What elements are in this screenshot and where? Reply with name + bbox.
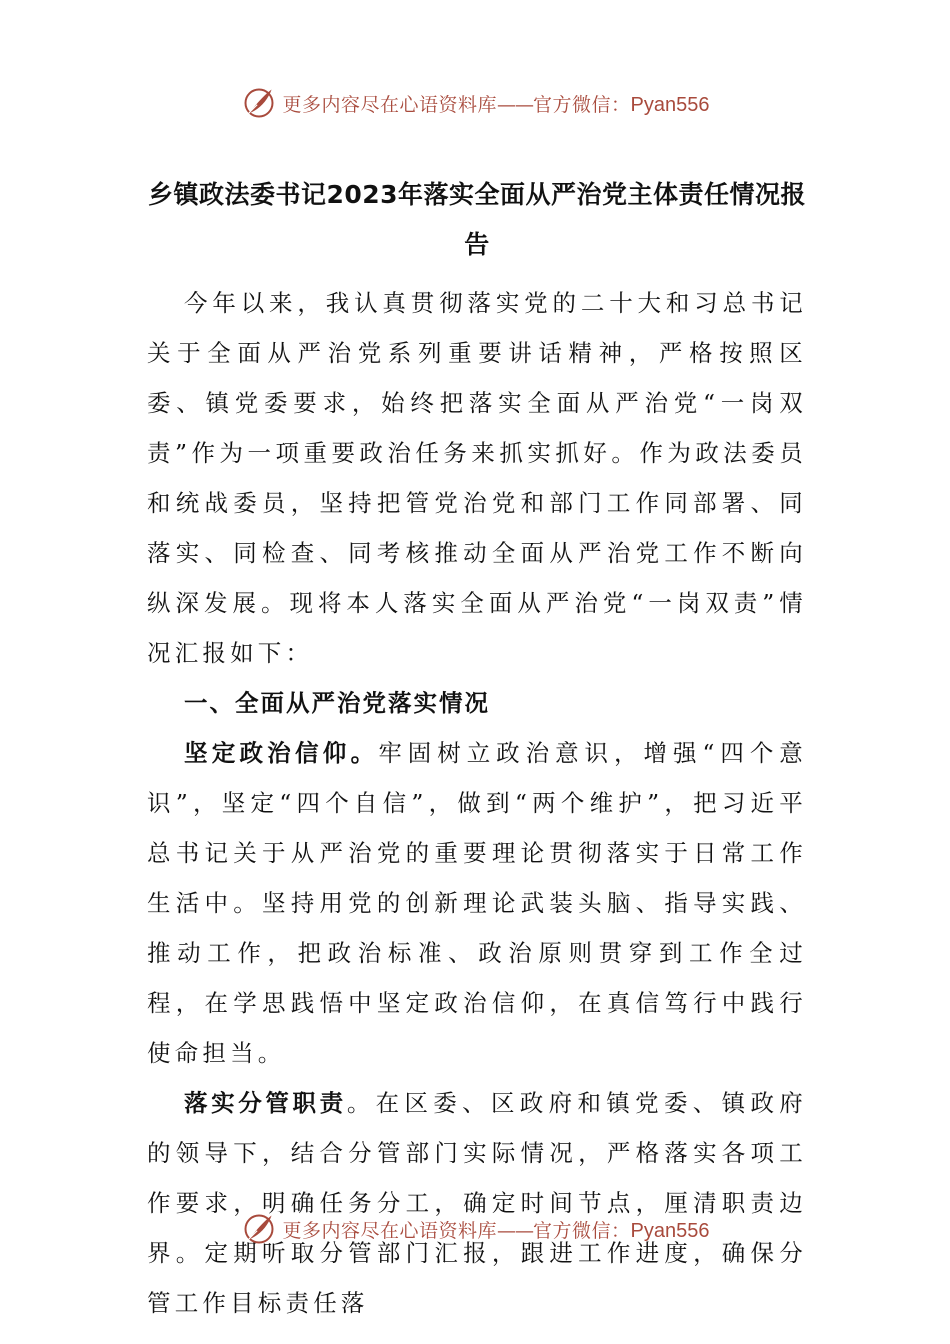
watermark-text: 更多内容尽在心语资料库——官方微信：Pyan556	[282, 1219, 710, 1242]
document-title: 乡镇政法委书记2023年落实全面从严治党主体责任情况报告	[147, 180, 807, 259]
section-heading-1: 一、全面从严治党落实情况	[184, 689, 490, 717]
paragraph-lead: 坚定政治信仰。	[184, 739, 379, 767]
intro-paragraph: 今年以来，我认真贯彻落实党的二十大和习总书记关于全面从严治党系列重要讲话精神，严格按照区委、镇党委要求，始终把落实全面从严治党“一岗双责”作为一项重要政治任务来抓实抓好。作为政法委员和统战委员，坚持把管党治党和部门工作同部署、同落实、同检查、同考核推动全面从严治党工作不断向纵深发展。现将本人落实全面从严治党“一岗双责”情况汇报如下：	[147, 289, 807, 667]
paragraph-body: 。在区委、区政府和镇党委、镇政府的领导下，结合分管部门实际情况，严格落实各项工作要求，明确任务分工，确定时间节点，厘清职责边界。定期听取分管部门汇报，跟进工作进度，确保分管工作目标责任落	[147, 1089, 808, 1317]
paragraph-duties	[147, 1078, 807, 1328]
watermark-text: 更多内容尽在心语资料库——官方微信：Pyan556	[282, 93, 710, 116]
watermark-footer	[0, 1206, 950, 1252]
quill-pen-logo-icon	[241, 85, 277, 121]
paragraph-body: 牢固树立政治意识，增强“四个意识”，坚定“四个自信”，做到“两个维护”，把习近平总书记关于从严治党的重要理论贯彻落实于日常工作生活中。坚持用党的创新理论武装头脑、指导实践、推动工作，把政治标准、政治原则贯穿到工作全过程，在学思践悟中坚定政治信仰，在真信笃行中践行使命担当。	[147, 739, 807, 1067]
paragraph-lead: 落实分管职责	[184, 1089, 347, 1117]
quill-pen-logo-icon	[241, 1211, 277, 1247]
paragraph-political-belief	[147, 728, 807, 1078]
watermark-header	[0, 80, 950, 126]
document-body	[147, 170, 807, 1328]
